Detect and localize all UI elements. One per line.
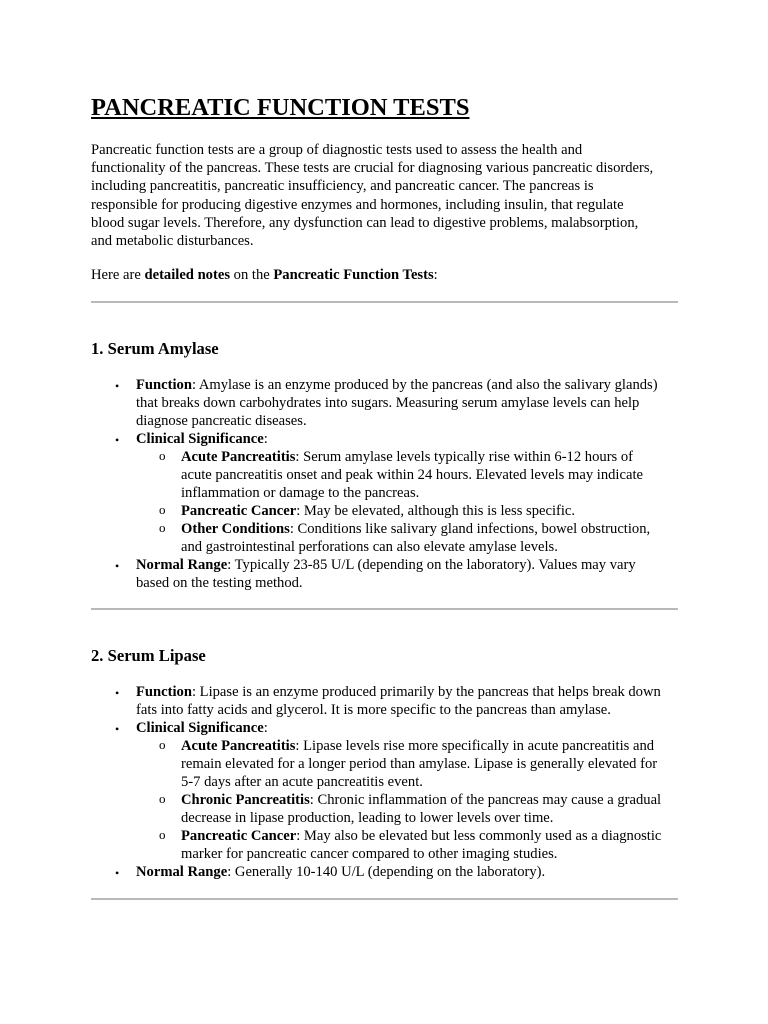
item-text: : — [263, 720, 268, 736]
lead-text: : — [433, 267, 438, 283]
item-label: Function — [136, 377, 192, 393]
sub-bullet-icon: o — [159, 791, 166, 806]
intro-line: Pancreatic function tests are a group of diagnostic tests used to assess the health and — [91, 142, 583, 158]
item-label: Pancreatic Cancer — [181, 503, 297, 519]
item-text: fats into fatty acids and glycerol. It is more specific to the pancreas than amylase. — [136, 702, 611, 719]
bullet-icon: • — [115, 559, 120, 573]
item-label: Normal Range — [136, 557, 228, 573]
item-text: decrease in lipase production, leading to lower levels over time. — [181, 810, 554, 827]
item-label: Normal Range — [136, 864, 228, 880]
sub-item-chronic-pancreatitis — [181, 791, 681, 827]
bullet-icon: • — [115, 686, 120, 700]
sub-item-pancreatic-cancer — [181, 502, 681, 520]
sub-item-acute-pancreatitis — [181, 737, 681, 792]
divider — [91, 898, 678, 900]
list-item-normal-range — [136, 556, 681, 592]
lead-bold-topic: Pancreatic Function Tests — [273, 267, 434, 283]
item-label: Other Conditions — [181, 521, 290, 537]
list-item-clinical-significance — [136, 719, 681, 737]
intro-line: including pancreatitis, pancreatic insufficiency, and pancreatic cancer. The pancreas is — [91, 178, 594, 195]
item-text: : Conditions like salivary gland infections, bowel obstruction, — [289, 521, 651, 537]
item-text: : May also be elevated but less commonly used as a diagnostic — [296, 828, 662, 844]
item-text: and gastrointestinal perforations can also elevate amylase levels. — [181, 539, 558, 556]
list-item-function — [136, 683, 681, 719]
section-heading-serum-amylase: 1. Serum Amylase — [91, 339, 219, 358]
item-text: : Chronic inflammation of the pancreas may cause a gradual — [309, 792, 662, 808]
lead-bold-notes: detailed notes — [144, 267, 231, 283]
intro-line: and metabolic disturbances. — [91, 233, 254, 250]
item-text: diagnose pancreatic diseases. — [136, 413, 307, 430]
item-label: Clinical Significance — [136, 431, 264, 447]
sub-bullet-icon: o — [159, 520, 166, 535]
item-label: Acute Pancreatitis — [181, 449, 296, 465]
sub-bullet-icon: o — [159, 827, 166, 842]
sub-item-pancreatic-cancer — [181, 827, 681, 863]
item-label: Clinical Significance — [136, 720, 264, 736]
item-text: : Serum amylase levels typically rise within 6-12 hours of — [295, 449, 634, 465]
item-text: : May be elevated, although this is less specific. — [296, 503, 576, 519]
item-text: : Typically 23-85 U/L (depending on the laboratory). Values may vary — [227, 557, 636, 573]
sub-bullet-icon: o — [159, 448, 166, 463]
divider — [91, 301, 678, 303]
item-text: : Generally 10-140 U/L (depending on the laboratory). — [227, 864, 546, 880]
bullet-icon: • — [115, 379, 120, 393]
item-text: acute pancreatitis onset and peak within 24 hours. Elevated levels may indicate — [181, 467, 643, 484]
sub-item-acute-pancreatitis — [181, 448, 681, 503]
item-label: Chronic Pancreatitis — [181, 792, 310, 808]
intro-line: functionality of the pancreas. These tests are crucial for diagnosing various pancreatic disorders, — [91, 160, 654, 177]
item-text: based on the testing method. — [136, 575, 303, 592]
item-text: : Lipase is an enzyme produced primarily by the pancreas that helps break down — [191, 684, 661, 700]
sub-bullet-icon: o — [159, 737, 166, 752]
item-label: Acute Pancreatitis — [181, 738, 296, 754]
intro-paragraph — [91, 141, 679, 250]
item-label: Pancreatic Cancer — [181, 828, 297, 844]
lead-text: on the — [230, 267, 274, 283]
lead-sentence — [91, 266, 438, 284]
lead-text: Here are — [91, 267, 145, 283]
item-text: remain elevated for a longer period than amylase. Lipase is generally elevated for — [181, 756, 658, 773]
item-text: that breaks down carbohydrates into sugars. Measuring serum amylase levels can help — [136, 395, 640, 412]
bullet-icon: • — [115, 433, 120, 447]
bullet-icon: • — [115, 866, 120, 880]
item-text: 5-7 days after an acute pancreatitis event. — [181, 774, 423, 791]
item-label: Function — [136, 684, 192, 700]
list-item-clinical-significance — [136, 430, 681, 448]
intro-line: responsible for producing digestive enzymes and hormones, including insulin, that regulate — [91, 196, 624, 213]
item-text: : Lipase levels rise more specifically in acute pancreatitis and — [295, 738, 655, 754]
divider — [91, 608, 678, 610]
bullet-icon: • — [115, 722, 120, 736]
intro-line: blood sugar levels. Therefore, any dysfunction can lead to digestive problems, malabsorption, — [91, 214, 639, 231]
section-heading-serum-lipase: 2. Serum Lipase — [91, 646, 206, 665]
sub-item-other-conditions — [181, 520, 681, 556]
item-text: marker for pancreatic cancer compared to other imaging studies. — [181, 846, 558, 863]
page-title: PANCREATIC FUNCTION TESTS — [91, 94, 470, 121]
list-item-function — [136, 376, 681, 431]
item-text: : Amylase is an enzyme produced by the pancreas (and also the salivary glands) — [191, 377, 658, 393]
sub-bullet-icon: o — [159, 502, 166, 517]
item-text: : — [263, 431, 268, 447]
item-text: inflammation or damage to the pancreas. — [181, 485, 420, 502]
list-item-normal-range — [136, 863, 681, 881]
